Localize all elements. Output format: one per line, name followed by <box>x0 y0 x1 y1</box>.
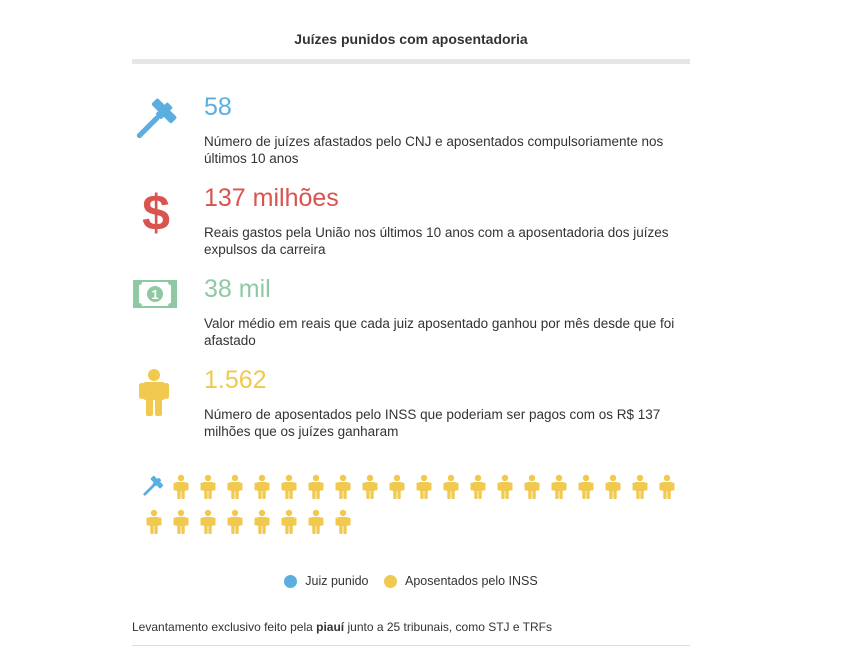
svg-text:1: 1 <box>151 287 159 302</box>
stat-value: 38 mil <box>204 275 271 303</box>
dollar-sign-icon <box>132 184 180 236</box>
legend-dot-blue <box>284 575 297 588</box>
pictogram-gavel-icon <box>142 474 166 500</box>
pictogram-person-icon <box>169 474 193 500</box>
pictogram-person-icon <box>466 474 490 500</box>
legend-item-retirees <box>384 574 538 588</box>
legend-label: Juiz punido <box>305 574 369 588</box>
pictogram-person-icon <box>385 474 409 500</box>
pictogram-person-icon <box>493 474 517 500</box>
stat-judges <box>132 93 690 173</box>
pictogram-person-icon <box>412 474 436 500</box>
title-divider <box>132 59 690 64</box>
stat-retirees <box>132 366 690 446</box>
pictogram-person-icon <box>142 509 166 535</box>
pictogram-person-icon <box>520 474 544 500</box>
gavel-icon <box>132 93 180 145</box>
svg-text:$: $ <box>142 185 170 236</box>
pictogram-person-icon <box>223 474 247 500</box>
source-brand: piauí <box>316 620 345 634</box>
pictogram-person-icon <box>196 509 220 535</box>
pictogram-person-icon <box>223 509 247 535</box>
pictogram-person-icon <box>574 474 598 500</box>
stat-value: 1.562 <box>204 366 267 394</box>
pictogram-person-icon <box>250 509 274 535</box>
banknote-icon <box>132 275 180 327</box>
pictogram-person-icon <box>277 474 301 500</box>
pictogram-person-icon <box>628 474 652 500</box>
source-note <box>132 620 552 634</box>
legend-item-judge <box>284 574 368 588</box>
stat-description: Número de aposentados pelo INSS que poderiam ser pagos com os R$ 137 milhões que os juízes ganharam <box>204 407 661 439</box>
stat-description: Número de juízes afastados pelo CNJ e aposentados compulsoriamente nos últimos 10 anos <box>204 134 664 166</box>
chart-title: Juízes punidos com aposentadoria <box>294 31 528 47</box>
pictogram-person-icon <box>331 509 355 535</box>
pictogram-chart <box>142 474 682 540</box>
stat-value: 58 <box>204 93 232 121</box>
pictogram-person-icon <box>277 509 301 535</box>
pictogram-person-icon <box>655 474 679 500</box>
pictogram-person-icon <box>250 474 274 500</box>
stat-description: Reais gastos pela União nos últimos 10 anos com a aposentadoria dos juízes expulsos da carreira <box>204 225 669 257</box>
pictogram-person-icon <box>196 474 220 500</box>
source-suffix: junto a 25 tribunais, como STJ e TRFs <box>344 620 553 634</box>
pictogram-person-icon <box>169 509 193 535</box>
pictogram-person-icon <box>547 474 571 500</box>
person-icon <box>132 366 180 418</box>
legend-label: Aposentados pelo INSS <box>405 574 538 588</box>
pictogram-person-icon <box>439 474 463 500</box>
legend <box>132 574 690 591</box>
pictogram-person-icon <box>331 474 355 500</box>
source-prefix: Levantamento exclusivo feito pela <box>132 620 317 634</box>
infographic <box>132 0 690 634</box>
legend-dot-yellow <box>384 575 397 588</box>
stat-description: Valor médio em reais que cada juiz aposentado ganhou por mês desde que foi afastado <box>204 316 675 348</box>
pictogram-person-icon <box>304 474 328 500</box>
pictogram-person-icon <box>304 509 328 535</box>
bottom-divider <box>132 645 690 646</box>
stat-cost <box>132 184 690 264</box>
pictogram-person-icon <box>358 474 382 500</box>
stat-value: 137 milhões <box>204 184 339 212</box>
pictogram-person-icon <box>601 474 625 500</box>
stat-average <box>132 275 690 355</box>
